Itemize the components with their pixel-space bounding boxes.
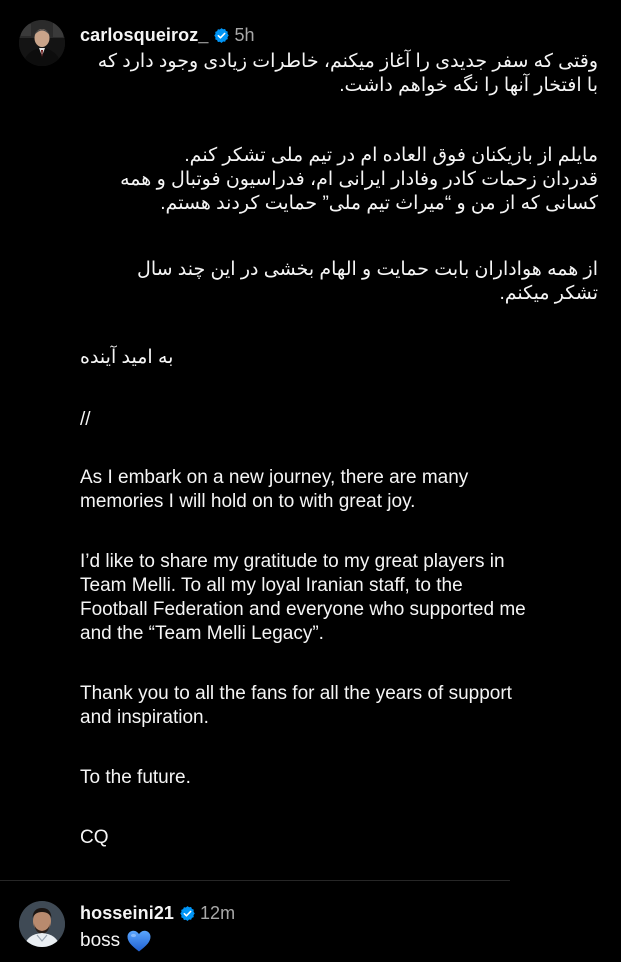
caption-paragraph-en-1: As I embark on a new journey, there are many memories I will hold on to with great joy. [80, 467, 469, 512]
caption-paragraph-fa-4 [80, 346, 598, 370]
post-author-username[interactable]: carlosqueiroz_ [80, 24, 209, 45]
caption-paragraph-fa-3: از همه هواداران بابت حمایت و الهام بخشی در این چند سال تشکر میکنم. [137, 259, 598, 304]
caption-closing-fa: به امید آینده [80, 347, 174, 368]
divider [0, 880, 510, 881]
caption-signature: CQ [80, 827, 109, 848]
verified-badge-icon [213, 27, 230, 44]
post-author-avatar[interactable] [19, 20, 65, 66]
verified-badge-icon [179, 905, 196, 922]
commenter-username[interactable]: hosseini21 [80, 902, 175, 923]
caption-paragraph-en-4: To the future. [80, 767, 191, 788]
caption-paragraph-fa-1: وقتی که سفر جدیدی را آغاز میکنم، خاطرات زیادی وجود دارد که با افتخار آنها را نگه خواهم داشت. [97, 51, 598, 96]
caption-paragraph-fa-2: مایلم از بازیکنان فوق العاده ام در تیم ملی تشکر کنم. قدردان زحمات کادر وفادار ایرانی ام، فدراسیون فوتبال و همه کسانی که از من و “میراث تیم ملی” حمایت کردند هستم. [120, 145, 598, 214]
comment-header [80, 900, 235, 926]
post-header [80, 22, 254, 48]
comment-text: boss [80, 930, 121, 951]
caption-paragraph-en-2: I’d like to share my gratitude to my great players in Team Melli. To all my loyal Iranian staff, to the Football Federation and everyone who supported me and the “Team Melli Legacy”. [80, 551, 526, 644]
comment-timestamp: 12m [200, 902, 236, 923]
caption-paragraph-en-3: Thank you to all the fans for all the years of support and inspiration. [80, 683, 512, 728]
avatar-image [19, 20, 65, 66]
comment-body [80, 928, 152, 954]
blue-heart-icon [126, 929, 152, 953]
caption-separator: // [80, 409, 91, 430]
commenter-avatar-image [19, 901, 65, 947]
post-timestamp: 5h [234, 24, 255, 45]
commenter-avatar[interactable] [19, 901, 65, 947]
